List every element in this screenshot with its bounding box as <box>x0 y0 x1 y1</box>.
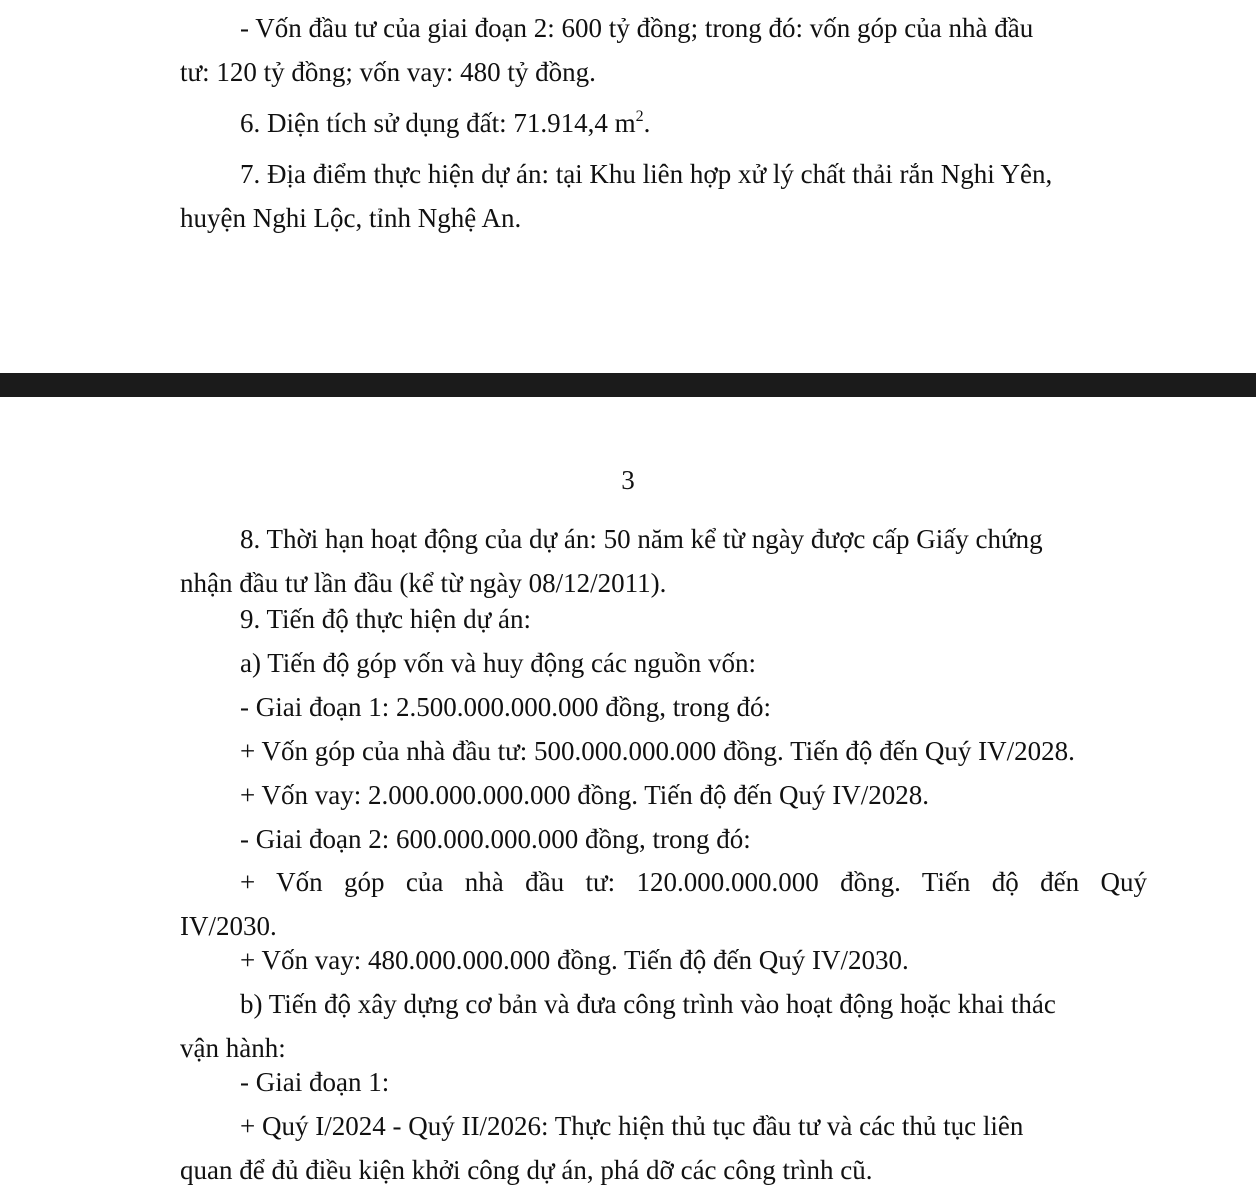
phase1-loan-line <box>180 773 1147 817</box>
paragraph-line: tư: 120 tỷ đồng; vốn vay: 480 tỷ đồng. <box>180 57 596 87</box>
paragraph-line: + Vốn góp của nhà đầu tư: 120.000.000.000 đồng. Tiến độ đến Quý <box>240 867 1147 897</box>
paragraph-line: - Giai đoạn 1: 2.500.000.000.000 đồng, trong đó: <box>240 692 771 722</box>
paragraph-line: + Vốn vay: 480.000.000.000 đồng. Tiến độ đến Quý IV/2030. <box>240 945 909 975</box>
paragraph-line: + Vốn vay: 2.000.000.000.000 đồng. Tiến độ đến Quý IV/2028. <box>240 780 929 810</box>
paragraph-line: b) Tiến độ xây dựng cơ bản và đưa công trình vào hoạt động hoặc khai thác <box>240 989 1056 1019</box>
paragraph-line: huyện Nghi Lộc, tỉnh Nghệ An. <box>180 203 522 233</box>
page-number: 3 <box>621 465 635 495</box>
paragraph-line: + Vốn góp của nhà đầu tư: 500.000.000.000 đồng. Tiến độ đến Quý IV/2028. <box>240 736 1075 766</box>
paragraph-line: IV/2030. <box>180 911 277 941</box>
paragraph-line: - Giai đoạn 2: 600.000.000.000 đồng, trong đó: <box>240 824 751 854</box>
paragraph-line: 9. Tiến độ thực hiện dự án: <box>240 604 532 634</box>
paragraph-line-wrapper <box>180 860 1147 904</box>
paragraph-line: - Giai đoạn 1: <box>240 1067 390 1097</box>
land-area-suffix: . <box>643 108 651 138</box>
paragraph-line: a) Tiến độ góp vốn và huy động các nguồn vốn: <box>240 648 756 678</box>
paragraph-line <box>180 101 1147 145</box>
paragraph-line: - Vốn đầu tư của giai đoạn 2: 600 tỷ đồng; trong đó: vốn góp của nhà đầu <box>240 13 1034 43</box>
phase2-capital-line <box>180 817 1147 861</box>
paragraph-line: 7. Địa điểm thực hiện dự án: tại Khu liên hợp xử lý chất thải rắn Nghi Yên, <box>240 159 1053 189</box>
land-area-paragraph <box>180 101 1147 145</box>
paragraph-line: vận hành: <box>180 1033 286 1063</box>
phase1-equity-line <box>180 729 1147 773</box>
phase2-equity-paragraph <box>180 860 1147 948</box>
construction-schedule-paragraph <box>180 982 1147 1070</box>
paragraph-line: nhận đầu tư lần đầu (kể từ ngày 08/12/2011). <box>180 568 667 598</box>
construction-q1-2024-paragraph <box>180 1104 1147 1190</box>
paragraph-line: + Quý I/2024 - Quý II/2026: Thực hiện thủ tục đầu tư và các thủ tục liên <box>240 1111 1024 1141</box>
land-area-text: 6. Diện tích sử dụng đất: 71.914,4 m <box>240 108 636 138</box>
project-location-paragraph <box>180 152 1147 240</box>
phase2-loan-line <box>180 938 1147 982</box>
construction-phase1-line <box>180 1060 1147 1104</box>
land-area-superscript: 2 <box>635 108 644 125</box>
paragraph-line: quan để đủ điều kiện khởi công dự án, phá dỡ các công trình cũ. <box>180 1155 873 1185</box>
schedule-heading <box>180 597 1147 641</box>
page-separator <box>0 373 1256 397</box>
phase1-capital-line <box>180 685 1147 729</box>
paragraph-line: 8. Thời hạn hoạt động của dự án: 50 năm kể từ ngày được cấp Giấy chứng <box>240 524 1043 554</box>
phase2-capital-paragraph <box>180 6 1147 94</box>
operation-term-paragraph <box>180 517 1147 605</box>
capital-schedule-heading <box>180 641 1147 685</box>
